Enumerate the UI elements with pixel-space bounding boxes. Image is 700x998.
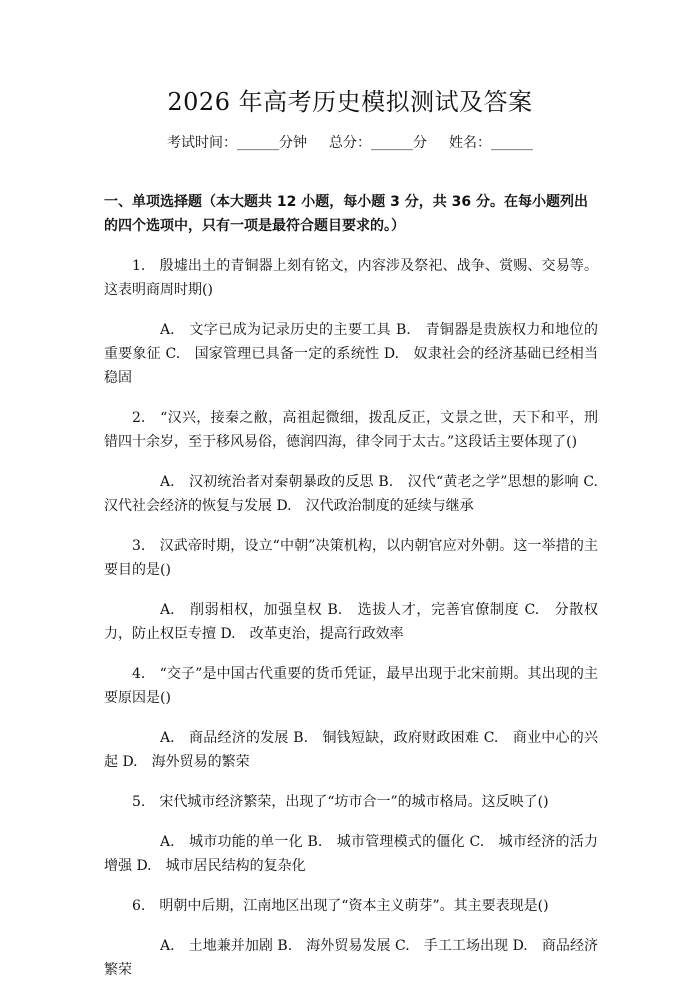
question-options: A. 土地兼并加剧 B. 海外贸易发展 C. 手工工场出现 D. 商品经济繁荣 [104,938,598,978]
question-options: A. 文字已成为记录历史的主要工具 B. 青铜器是贵族权力和地位的重要象征 C. 国家管理已具备一定的系统性 D. 奴隶社会的经济基础已经相当稳固 [104,322,598,386]
question-section [104,190,612,998]
question-stem: 5. 宋代城市经济繁荣，出现了“坊市合一”的城市格局。这反映了() [132,794,549,810]
question-stem: 3. 汉武帝时期，设立“中朝”决策机构，以内朝官应对外朝。这一举措的主要目的是() [104,538,598,578]
question-stem: 1. 殷墟出土的青铜器上刻有铭文，内容涉及祭祀、战争、赏赐、交易等。这表明商周时期() [104,258,598,298]
exam-info-line [0,132,700,152]
question-stem: 6. 明朝中后期，江南地区出现了“资本主义萌芽”。其主要表现是() [132,898,549,914]
question-options: A. 削弱相权，加强皇权 B. 选拔人才，完善官僚制度 C. 分散权力，防止权臣专擅 D. 改革吏治，提高行政效率 [104,602,598,642]
exam-time-field: 考试时间：______分钟 [167,135,307,151]
question-options: A. 汉初统治者对秦朝暴政的反思 B. 汉代“黄老之学”思想的影响 C. 汉代社会经济的恢复与发展 D. 汉代政治制度的延续与继承 [104,474,612,514]
question-options: A. 城市功能的单一化 B. 城市管理模式的僵化 C. 城市经济的活力增强 D. 城市居民结构的复杂化 [104,834,598,874]
question-stem: 4. “交子”是中国古代重要的货币凭证，最早出现于北宋前期。其出现的主要原因是() [104,666,598,706]
exam-score-field: 总分：______分 [329,135,427,151]
student-name-field: 姓名：______ [449,135,533,151]
question-stem: 2. “汉兴，接秦之敝，高祖起微细，拨乱反正，文景之世，天下和平，刑错四十余岁，至于移风易俗，德润四海，律令同于太古。”这段话主要体现了() [104,410,598,450]
section-heading: 一、单项选择题（本大题共 12 小题，每小题 3 分，共 36 分。在每小题列出的四个选项中，只有一项是最符合题目要求的。） [104,194,588,234]
question-options: A. 商品经济的发展 B. 铜钱短缺，政府财政困难 C. 商业中心的兴起 D. 海外贸易的繁荣 [104,730,598,770]
document-title: 2026 年高考历史模拟测试及答案 [167,88,533,116]
